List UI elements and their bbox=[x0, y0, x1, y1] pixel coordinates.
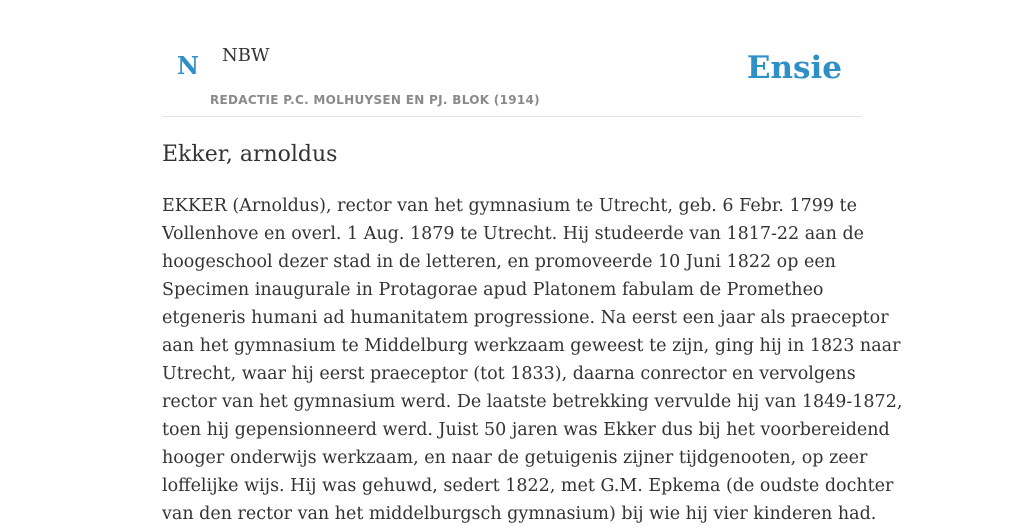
article-line: Specimen inaugurale in Protagorae apud Platonem fabulam de Prometheo bbox=[162, 280, 824, 300]
article-line: loffelijke wijs. Hij was gehuwd, sedert 1822, met G.M. Epkema (de oudste dochter bbox=[162, 476, 894, 496]
article-line: hooger onderwijs werkzaam, en naar de getuigenis zijner tijdgenooten, op zeer bbox=[162, 448, 868, 468]
article-line: EKKER (Arnoldus), rector van het gymnasium te Utrecht, geb. 6 Febr. 1799 te bbox=[162, 196, 857, 216]
brand-logo-link[interactable]: Ensie bbox=[746, 50, 842, 86]
article-line: etgeneris humani ad humanitatem progressione. Na eerst een jaar als praeceptor bbox=[162, 308, 889, 328]
article-line: Utrecht, waar hij eerst praeceptor (tot 1833), daarna conrector en vervolgens bbox=[162, 364, 856, 384]
source-name-link[interactable]: NBW bbox=[222, 45, 270, 66]
source-logo-icon[interactable]: N bbox=[177, 51, 199, 80]
article-body bbox=[162, 192, 903, 528]
article-line: rector van het gymnasium werd. De laatste betrekking vervulde hij van 1849-1872, bbox=[162, 392, 903, 412]
article-line: aan het gymnasium te Middelburg werkzaam geweest te zijn, ging hij in 1823 naar bbox=[162, 336, 901, 356]
article-title: Ekker, arnoldus bbox=[162, 142, 338, 167]
source-subtitle: REDACTIE P.C. MOLHUYSEN EN PJ. BLOK (1914) bbox=[210, 93, 540, 107]
article-line: Vollenhove en overl. 1 Aug. 1879 te Utrecht. Hij studeerde van 1817-22 aan de bbox=[162, 224, 864, 244]
header bbox=[162, 0, 862, 117]
article-line: toen hij gepensionneerd werd. Juist 50 jaren was Ekker dus bij het voorbereidend bbox=[162, 420, 890, 440]
article-line: hoogeschool dezer stad in de letteren, en promoveerde 10 Juni 1822 op een bbox=[162, 252, 836, 272]
article-line: van den rector van het middelburgsch gymnasium) bij wie hij vier kinderen had. bbox=[162, 504, 877, 524]
